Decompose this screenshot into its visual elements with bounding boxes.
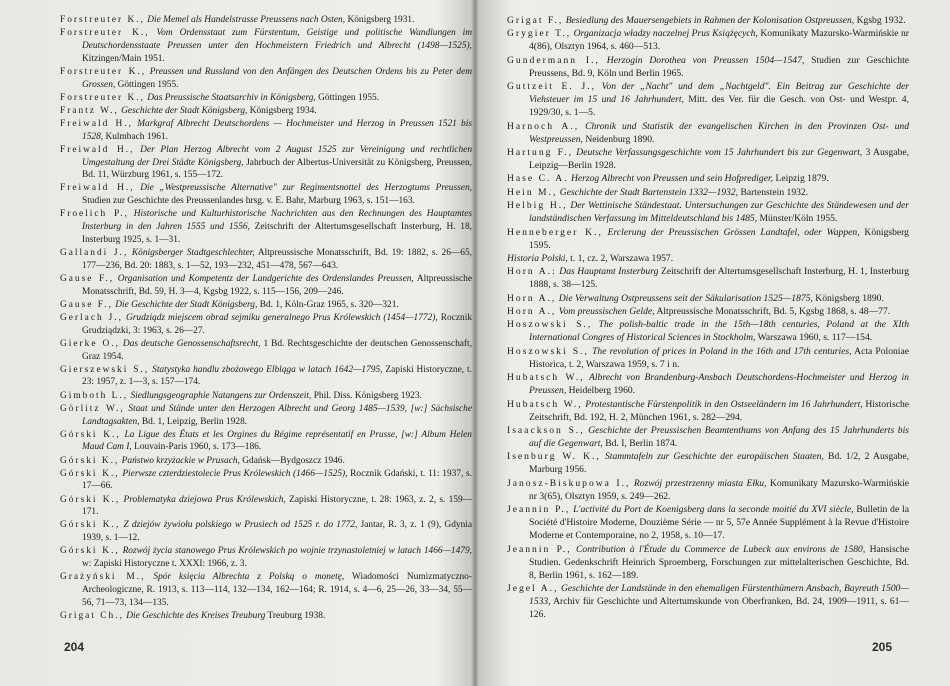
- entry-publication: Göttingen 1955.: [318, 92, 380, 103]
- bibliography-entry: [507, 186, 909, 199]
- entry-publication: Treuburg 1938.: [267, 610, 326, 621]
- entry-publication: t. 1, cz. 2, Warszawa 1957.: [570, 252, 674, 264]
- entry-author: Górski K.,: [60, 468, 120, 479]
- entry-publication: Altpreussische Monatsschrift, Bd. 59, H. 3—4, Kgsbg 1922, s. 115—156, 209—246.: [82, 273, 473, 297]
- bibliography-entry: [507, 398, 909, 424]
- entry-title: Państwo krzyżackie w Prusach,: [121, 455, 240, 466]
- bibliography-entry: [507, 424, 909, 450]
- bibliography-entry: [507, 172, 909, 185]
- entry-title: Rozwój życia stanowego Prus Królewskich po wojnie trzynastoletniej w latach 1466—1479,: [122, 546, 473, 557]
- entry-publication: Studien zur Geschichte des Preussenlandes hrsg. v. E. Bahr, Marburg 1963, s. 151—163.: [82, 196, 415, 207]
- entry-author: Hubatsch W.,: [507, 372, 585, 384]
- bibliography-entry: [60, 390, 472, 403]
- bibliography-entry: [60, 27, 472, 65]
- entry-publication: Studien zur Geschichte Preussens, Bd. 9, Köln und Berlin 1965.: [529, 54, 910, 79]
- entry-publication: Königsberg 1595.: [529, 226, 909, 251]
- entry-title: Besiedlung des Mauersengebiets in Rahmen der Kolonisation Ostpreussen,: [565, 15, 855, 26]
- bibliography-entry: [507, 305, 909, 318]
- entry-author: Horn A.,: [507, 306, 557, 318]
- entry-title: Der Plan Herzog Albrecht vom 2 August 1525 zur Vereinigung und rechtlichen Umgestaltung der Drei Städte Königsberg,: [82, 144, 473, 168]
- bibliography-entry: [60, 105, 472, 118]
- entry-title: Vom Ordensstaat zum Fürstentum, Geistige und politische Wandlungen im Deutschordensstaate Preussen unter den Hochmeistern Friedrich und Albrecht (1498—1525),: [82, 28, 473, 51]
- entry-title: Das Preussische Staatsarchiv in Königsberg,: [147, 92, 316, 103]
- entry-title: Geschichte der Stadt Bartenstein 1332—1932,: [559, 186, 739, 198]
- entry-publication: Münster/Köln 1955.: [759, 213, 838, 225]
- bibliography-entry: [60, 92, 472, 105]
- entry-publication: Bd. 1/2, 2 Ausgabe, Marburg 1956.: [529, 451, 909, 476]
- entry-title: Herzogin Dorothea von Preussen 1504—1547,: [606, 54, 805, 66]
- entry-author: Freiwald H.,: [60, 118, 134, 129]
- entry-title: Herzog Albrecht von Preussen und sein Hofprediger,: [570, 173, 774, 185]
- entry-author: Hoszowski S.,: [507, 345, 589, 357]
- entry-author: Frantz W.,: [60, 105, 119, 116]
- bibliography-entry: [507, 27, 909, 53]
- entry-title: Das deutsche Genossenschaftsrecht,: [122, 338, 261, 349]
- right-page-number: 205: [872, 640, 893, 654]
- left-page-number: 204: [64, 640, 85, 654]
- entry-title: Die Verwaltung Ostpreussens seit der Säkularisation 1525—1875,: [558, 292, 813, 304]
- entry-title: Organizacja władzy naczelnej Prus Książęcych,: [573, 28, 758, 40]
- entry-publication: Wiadomości Numizmatyczno-Archeologiczne, R. 1913, s. 113—114, 132—134, 162—164; R. 1914, s. 4—6, 25—26, 33—34, 55—56, 71—73, 134—135.: [82, 572, 472, 608]
- entry-publication: Zeitschrift der Altertumsgesellschaft Insterburg, H. 1, Insterburg 1888, s. 38—125.: [529, 266, 910, 291]
- entry-author: Górski K.,: [60, 494, 121, 505]
- entry-publication: Göttingen 1955.: [117, 79, 179, 90]
- entry-title: Von der „Nacht" und dem „Nachtgeld". Ein Beitrag zur Geschichte der Viehsteuer im 15 und 16 Jahrhundert,: [529, 81, 909, 106]
- entry-publication: Königsberg 1931.: [347, 15, 415, 25]
- bibliography-entry: [507, 345, 909, 371]
- entry-title: Chronik und Statistik der evangelischen Kirchen in den Provinzen Ost- und Westpreussen,: [529, 120, 909, 145]
- entry-author: Görlitz W.,: [60, 403, 125, 414]
- entry-author: Gierszewski S.,: [60, 364, 150, 375]
- entry-author: Gerlach J.,: [60, 312, 123, 323]
- entry-author: Froelich P.,: [60, 209, 129, 220]
- entry-title: Organisation und Kompetentz der Landgerichte des Ordenslandes Preussen,: [117, 273, 414, 284]
- entry-publication: Jahrbuch der Albertus-Universität zu Königsberg, Preussen, Bd. 11, Würzburg 1961, s. 155—172.: [82, 157, 472, 181]
- entry-publication: Louvain-Paris 1960, s. 173—186.: [134, 442, 262, 453]
- entry-title: Preussen und Russland von den Anfängen des Deutschen Ordens bis zu Peter dem Grossen,: [82, 66, 473, 90]
- entry-author: Hase C. A.: [507, 173, 569, 185]
- entry-title: The revolution of prices in Poland in the 16th and 17th centuries,: [592, 345, 852, 357]
- bibliography-entry: [507, 54, 909, 80]
- entry-publication: Altpreussische Monatsschrift, Bd. 5, Kgsbg 1868, s. 48—77.: [656, 306, 891, 318]
- bibliography-entry: [507, 146, 909, 172]
- bibliography-entry: [60, 494, 472, 520]
- bibliography-entry: [60, 144, 472, 182]
- entry-title: Geschichte der Stadt Königsberg,: [121, 105, 248, 116]
- entry-title: Stammtafeln zur Geschichte der europäischen Staaten,: [604, 451, 824, 463]
- bibliography-entry: [60, 299, 472, 312]
- entry-publication: w: Zapiski Historyczne t. XXXI: 1966, z. 3.: [82, 559, 247, 570]
- entry-publication: Kgsbg 1932.: [856, 15, 906, 26]
- entry-author: Gause F.,: [60, 299, 113, 310]
- entry-author: Górski K.,: [60, 520, 121, 531]
- bibliography-entry: [507, 14, 909, 27]
- entry-publication: Mitt. des Ver. für die Gesch. von Ost- und Westpr. 4, 1929/30, s. 1—5.: [529, 94, 909, 119]
- entry-publication: Rocznik Grudziądzki, 3: 1963, s. 26—27.: [82, 312, 473, 336]
- entry-publication: Jantar, R. 3, z. 1 (9), Gdynia 1939, s. 1—12.: [82, 520, 473, 544]
- entry-publication: Bartenstein 1932.: [740, 186, 809, 198]
- entry-author: Horn A.,: [507, 292, 557, 304]
- bibliography-entry: [60, 247, 472, 273]
- bibliography-entry: [507, 80, 909, 119]
- entry-publication: Kitzingen/Main 1951.: [82, 53, 165, 64]
- entry-publication: Phil. Diss. Königsberg 1923.: [313, 390, 422, 401]
- entry-title: La Ligue des États et les Orgines du Régime représentatif en Prusse, [w:] Album Helen Maud Cam I,: [82, 429, 472, 453]
- bibliography-entry: [507, 199, 909, 225]
- bibliography-entry: [507, 120, 909, 146]
- bibliography-entry: [60, 571, 472, 609]
- entry-author: Gundermann I.,: [507, 54, 600, 66]
- entry-author: Jeannin P.,: [507, 543, 572, 555]
- entry-title: Der Wettinische Ständestaat. Untersuchungen zur Geschichte des Ständewesen und der landständischen Verfassung im Mitteldeutschland bis 1485,: [529, 200, 909, 225]
- entry-title: Statystyka handlu zbożowego Elbląga w latach 1642—1795,: [152, 364, 383, 375]
- entry-author: Hubatsch W.,: [507, 398, 583, 410]
- entry-author: Forstreuter K.,: [60, 92, 145, 103]
- entry-title: Protestantische Fürstenpolitik in den Ostseeländern im 16 Jahrhundert,: [585, 398, 863, 410]
- entry-author: Isaackson S.,: [507, 425, 585, 437]
- entry-publication: 1 Bd. Rechtsgeschichte der deutschen Genossenschaft, Graz 1954.: [82, 338, 472, 362]
- entry-title: Königsberger Stadtgeschlechter,: [131, 248, 255, 259]
- entry-publication: 3 Ausgabe, Leipzig—Berlin 1928.: [529, 146, 910, 171]
- bibliography-entry: [60, 14, 472, 27]
- bibliography-entry: [507, 226, 909, 252]
- entry-author: Jegel A.,: [507, 582, 559, 594]
- bibliography-entry: [60, 182, 472, 208]
- entry-title: Spór księcia Albrechta z Polską o monetę,: [153, 572, 345, 583]
- entry-title: Pierwsze czterdziestolecie Prus Królewskich (1466—1525),: [122, 468, 348, 479]
- bibliography-entry: [60, 364, 472, 390]
- entry-publication: Leipzig 1879.: [775, 173, 829, 185]
- bibliography-entry: [507, 265, 909, 291]
- bibliography-entry: [507, 543, 909, 582]
- entry-author: Górski K.,: [60, 546, 120, 557]
- entry-title: Markgraf Albrecht Deutschordens — Hochmeister und Herzog in Preussen 1521 bis 1528,: [82, 118, 473, 142]
- entry-title: Historia Polski,: [507, 252, 568, 264]
- entry-author: Górski K.,: [60, 429, 121, 440]
- entry-title: Die Geschichte des Kreises Treuburg: [126, 610, 266, 621]
- entry-title: L'activité du Port de Koenigsberg dans la seconde moitié du XVI siècle,: [573, 504, 854, 516]
- entry-title: Historische und Kulturhistorische Nachrichten aus den Rechnungen des Hauptamtes Insterburg in den Jahren 1555 und 1556,: [82, 209, 473, 233]
- entry-publication: Warszawa 1960, s. 117—154.: [757, 332, 873, 344]
- entry-author: Grigat Ch.,: [60, 610, 124, 621]
- entry-title: Die Memel als Handelstrasse Preussens nach Osten,: [147, 15, 346, 25]
- entry-title: Siedlungsgeographie Natangens zur Ordenszeit,: [130, 390, 312, 401]
- entry-title: The polish-baltic trade in the 15th—18th centuries, Poland at the XIth International Congres of Historical Sciences in Stockholm,: [529, 319, 910, 344]
- entry-author: Gallandi J.,: [60, 248, 129, 259]
- entry-author: Harnoch A.,: [507, 120, 580, 132]
- entry-publication: Archiv für Geschichte und Altertumskunde von Oberfranken, Bd. 24, 1909—1911, s. 61—126.: [529, 595, 910, 620]
- entry-publication: Bd. 1, Köln-Graz 1965, s. 320—321.: [259, 299, 399, 310]
- entry-author: Forstreuter K.,: [60, 28, 150, 39]
- entry-author: Janosz-Biskupowa I.,: [507, 477, 631, 489]
- entry-title: Vom preussischen Gelde,: [558, 306, 655, 318]
- entry-title: Erclerung der Preussischen Grössen Landtafel, oder Wappen,: [607, 226, 860, 238]
- entry-title: Z dziejów żywiołu polskiego w Prusiech od 1525 r. do 1772,: [123, 520, 358, 531]
- bibliography-entry: [507, 292, 909, 305]
- entry-title: Deutsche Verfassungsgeschichte vom 15 Jahrhundert bis zur Gegenwart,: [576, 146, 863, 158]
- entry-publication: Königsberg 1890.: [815, 292, 884, 304]
- entry-publication: Acta Poloniae Historica, t. 2, Warszawa 1959, s. 7 i n.: [529, 345, 909, 370]
- entry-publication: Bd. 1, Leipzig, Berlin 1928.: [141, 416, 248, 427]
- entry-title: Geschichte der Landstände in den ehemaligen Fürstenthümern Ansbach, Bayreuth 1500—1533,: [529, 582, 909, 607]
- entry-title: Die „Westpreussische Alternative" zur Regimentsnottel des Herzogtums Preussen,: [140, 183, 472, 194]
- bibliography-entry: [507, 371, 909, 397]
- entry-author: Gause F.,: [60, 273, 115, 284]
- entry-author: Horn A.:: [507, 266, 557, 278]
- entry-author: Grażyński M.,: [60, 572, 146, 583]
- bibliography-entry: [60, 519, 472, 545]
- bibliography-entry: [60, 312, 472, 338]
- bibliography-entry: [60, 403, 472, 429]
- bibliography-entry: [507, 477, 909, 503]
- entry-publication: Hansische Studien. Gedenkschrift Heinrich Sproemberg, Forschungen zur mittelalterischen Geschichte, Bd. 8, Berlin 1961, s. 162—189.: [529, 543, 909, 581]
- bibliography-entry: [507, 450, 909, 476]
- bibliography-entry: [60, 338, 472, 364]
- entry-author: Forstreuter K.,: [60, 15, 145, 25]
- entry-author: Helbig H.,: [507, 200, 568, 212]
- bibliography-entry: [507, 252, 909, 265]
- entry-author: Jeannin P.,: [507, 504, 571, 516]
- bibliography-entry: [60, 118, 472, 144]
- entry-title: Die Geschichte der Stadt Königsberg,: [115, 299, 258, 310]
- entry-publication: Zapiski Historyczne, t. 23: 1957, z. 1—3, s. 157—174.: [82, 364, 472, 388]
- entry-author: Freiwald H.,: [60, 183, 135, 194]
- entry-author: Guttzeit E. J.,: [507, 81, 596, 93]
- entry-title: Rozwój przestrzenny miasta Ełku,: [633, 477, 767, 489]
- entry-publication: Historische Zeitschrift, Bd. 192, H. 2, München 1961, s. 282—294.: [529, 398, 910, 423]
- entry-author: Grigat F.,: [507, 15, 564, 26]
- bibliography-entry: [60, 455, 472, 468]
- entry-publication: Neidenburg 1890.: [585, 133, 655, 145]
- bibliography-entry: [60, 468, 472, 494]
- entry-publication: Gdańsk—Bydgoszcz 1946.: [242, 455, 345, 466]
- entry-publication: Zeitschrift der Altertumsgesellschaft Insterburg, H. 18, Insterburg 1925, s. 1—31.: [82, 222, 473, 245]
- entry-author: Gierke O.,: [60, 338, 120, 349]
- entry-author: Górski K.,: [60, 455, 120, 466]
- entry-author: Hoszowski S.,: [507, 319, 593, 331]
- entry-title: Problematyka dziejowa Prus Królewskich,: [123, 494, 286, 505]
- entry-publication: Altpreussische Monatsschrift, Bd. 19: 1882, s. 26—65, 177—236, Bd. 20: 1883, s. 1—52, 193—232, 451—478, 567—643.: [82, 248, 473, 271]
- entry-title: Albrecht von Brandenburg-Ansbach Deutschordens-Hochmeister und Herzog in Preussen,: [529, 372, 909, 397]
- entry-publication: Heidelberg 1960.: [568, 385, 636, 397]
- entry-publication: Rocznik Gdański, t. 11: 1937, s. 17—66.: [82, 468, 473, 492]
- bibliography-entry: [60, 208, 472, 246]
- entry-author: Hein M.,: [507, 186, 558, 198]
- entry-publication: Zapiski Historyczne, t. 28: 1963, z. 2, s. 159—171.: [82, 494, 473, 518]
- bibliography-entry: [507, 582, 909, 621]
- entry-publication: Königsberg 1934.: [249, 105, 317, 116]
- entry-title: Geschichte der Preussischen Beamtenthums von Anfang des 15 Jahrhunderts bis auf die Gegenwart,: [529, 425, 909, 450]
- right-page: [507, 14, 909, 621]
- entry-author: Forstreuter K.,: [60, 66, 147, 77]
- entry-publication: Bulletin de la Société d'Histoire Moderne, Douzième Série — nr 5, 57e Année Supplément à la Revue d'Histoire Moderne et Contemporaine, no 2, 1958, s. 10—17.: [529, 504, 909, 542]
- entry-publication: Komunikaty Mazursko-Warmińskie nr 4(86), Olsztyn 1964, s. 460—513.: [529, 28, 910, 53]
- entry-author: Hartung F.,: [507, 146, 574, 158]
- left-page: [60, 14, 472, 623]
- entry-author: Gimboth L.,: [60, 390, 129, 401]
- bibliography-entry: [60, 610, 472, 623]
- bibliography-entry: [60, 429, 472, 455]
- entry-title: Staat und Stände unter den Herzogen Albrecht und Georg 1485—1539, [w:] Sächsische Landtagsakten,: [82, 403, 473, 427]
- bibliography-entry: [60, 273, 472, 299]
- entry-author: Grygier T.,: [507, 28, 572, 40]
- entry-title: Grudziądz miejscem obrad sejmiku generalnego Prus Królewskich (1454—1772),: [126, 312, 438, 323]
- entry-title: Contribution à l'Étude du Commerce de Lubeck aux environs de 1580,: [576, 543, 866, 555]
- bibliography-entry: [507, 503, 909, 542]
- entry-title: Das Hauptamt Insterburg: [559, 266, 659, 278]
- entry-author: Isenburg W. K.,: [507, 451, 601, 463]
- bibliography-entry: [60, 545, 472, 571]
- entry-author: Freiwald H.,: [60, 144, 135, 155]
- entry-publication: Bd. I, Berlin 1874.: [605, 438, 678, 450]
- bibliography-entry: [507, 318, 909, 344]
- entry-publication: Komunikaty Mazursko-Warmińskie nr 3(65), Olsztyn 1959, s. 249—262.: [529, 477, 910, 502]
- bibliography-entry: [60, 66, 472, 92]
- entry-author: Henneberger K.,: [507, 226, 603, 238]
- entry-publication: Kulmbach 1961.: [105, 131, 168, 142]
